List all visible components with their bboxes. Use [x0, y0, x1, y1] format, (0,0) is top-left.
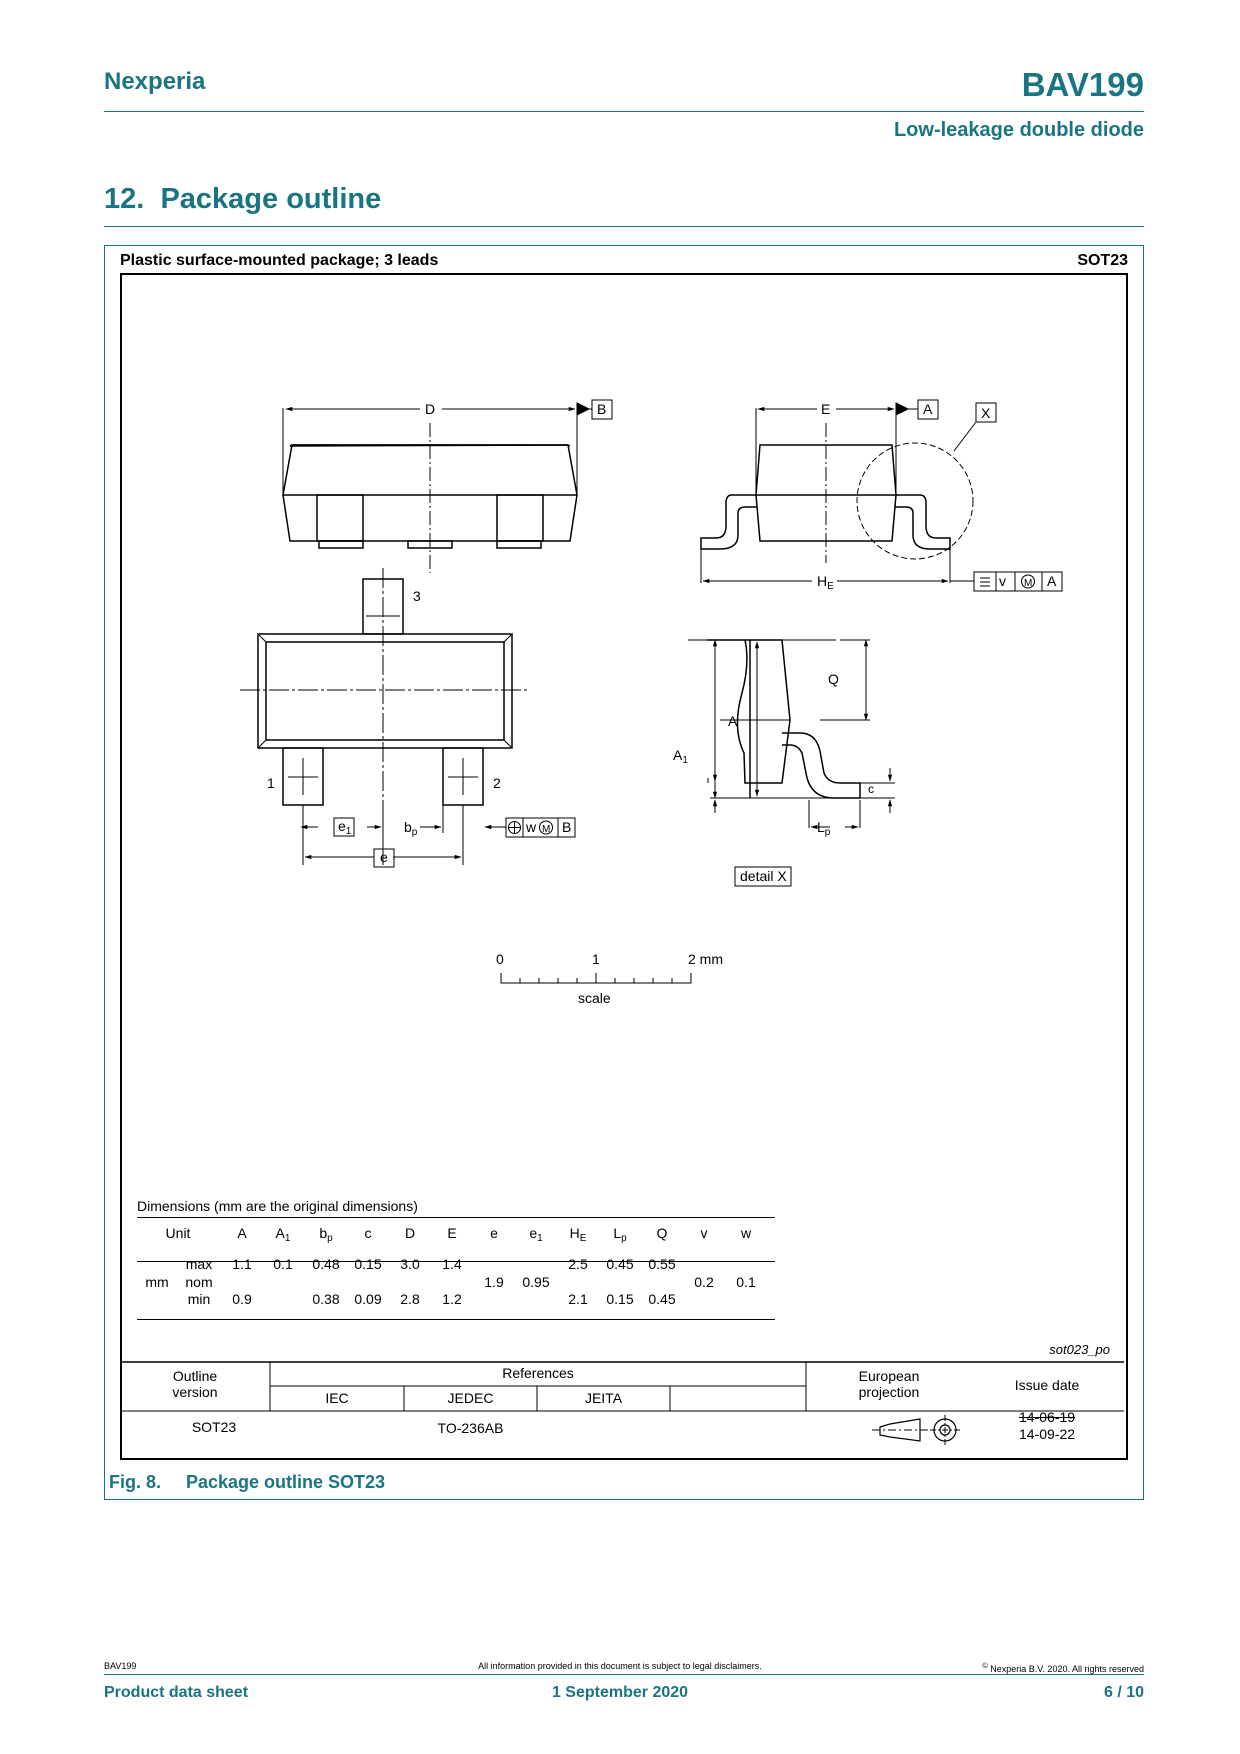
section-divider — [104, 226, 1144, 227]
col-header — [600, 1225, 640, 1244]
section-name: Package outline — [160, 183, 382, 215]
cell-nom: 0.2 — [694, 1274, 714, 1290]
outline-version-label — [150, 1368, 240, 1400]
col-header-sub: 1 — [537, 1233, 543, 1244]
label-A-tol: A — [1047, 573, 1057, 589]
label-bp-sub: p — [411, 827, 418, 838]
cell-min: 2.1 — [568, 1291, 588, 1307]
col-header-name: D — [404, 1225, 416, 1241]
label-A-dim: A — [728, 713, 738, 729]
label-e: e — [380, 849, 388, 865]
references-label: References — [502, 1365, 574, 1381]
drawing-id: sot023_po — [1049, 1342, 1110, 1357]
col-header — [726, 1225, 766, 1241]
package-description: Plastic surface-mounted package; 3 leads — [120, 252, 439, 269]
row-label-nom: nom — [185, 1274, 213, 1290]
col-header — [348, 1225, 388, 1241]
cell-max: 1.1 — [232, 1256, 252, 1272]
label-HE-sub: E — [827, 581, 834, 592]
col-header-name: e — [490, 1225, 498, 1241]
label-Lp-main: L — [817, 819, 825, 835]
label-pin3: 3 — [413, 588, 421, 604]
col-header — [474, 1225, 514, 1241]
issue-date-label: Issue date — [1014, 1377, 1080, 1393]
label-Q: Q — [828, 671, 839, 687]
cell-max: 0.55 — [648, 1256, 676, 1272]
col-header — [306, 1225, 346, 1244]
outline-label-line1: Outline — [172, 1368, 218, 1384]
col-header — [642, 1225, 682, 1241]
col-header-name: H — [569, 1225, 580, 1241]
figure-caption-number: Fig. 8. — [109, 1472, 162, 1492]
label-pin1: 1 — [267, 775, 275, 791]
side-view — [283, 400, 612, 573]
label-B: B — [597, 401, 607, 417]
label-Lp — [817, 819, 831, 838]
detail-x-view — [688, 640, 895, 886]
cell-min: 0.9 — [232, 1291, 252, 1307]
dimensions-title: Dimensions (mm are the original dimensions) — [137, 1198, 418, 1214]
footer-date: 1 September 2020 — [551, 1684, 689, 1701]
issue-date-new: 14-09-22 — [1018, 1426, 1076, 1442]
col-header-sub: p — [621, 1233, 627, 1244]
label-D: D — [425, 401, 436, 417]
cell-min: 0.38 — [312, 1291, 340, 1307]
label-E: E — [821, 401, 831, 417]
col-header-sub: 1 — [284, 1233, 291, 1244]
footer-copyright — [982, 1661, 1144, 1674]
header-divider — [104, 111, 1144, 112]
cell-max: 0.45 — [606, 1256, 634, 1272]
cell-max: 2.5 — [568, 1256, 588, 1272]
scale-label: scale — [578, 990, 611, 1006]
col-header-name: v — [700, 1225, 708, 1241]
row-label-max: max — [185, 1256, 213, 1272]
cell-min: 0.45 — [648, 1291, 676, 1307]
label-e1-sub: 1 — [345, 826, 352, 837]
cell-min: 0.09 — [354, 1291, 382, 1307]
col-header — [516, 1225, 556, 1244]
col-header-name: A — [237, 1225, 247, 1241]
figure-caption-text: Package outline SOT23 — [186, 1472, 386, 1492]
footer-divider — [104, 1674, 1144, 1675]
issue-date-old: 14-06-19 — [1018, 1409, 1076, 1425]
scale-two: 2 mm — [688, 951, 723, 967]
scale-bar — [501, 973, 691, 983]
projection-line1: European — [858, 1368, 920, 1384]
outline-version-value: SOT23 — [191, 1419, 237, 1435]
scale-zero: 0 — [496, 951, 504, 967]
label-c: c — [868, 782, 874, 796]
label-v: v — [999, 573, 1006, 589]
col-header-name: L — [613, 1225, 622, 1241]
footer-disclaimer: All information provided in this document is subject to legal disclaimers. — [478, 1661, 762, 1671]
package-code: SOT23 — [1077, 252, 1128, 269]
footer-page: 6 / 10 — [1103, 1684, 1144, 1701]
cell-min: 1.2 — [442, 1291, 462, 1307]
end-view — [701, 400, 1062, 591]
label-A1 — [673, 747, 688, 766]
label-pin2: 2 — [493, 775, 501, 791]
label-Lp-sub: p — [824, 827, 831, 838]
col-header — [684, 1225, 724, 1241]
col-header-name: w — [740, 1225, 752, 1241]
col-header-name: e — [529, 1225, 538, 1241]
label-HE — [817, 573, 834, 592]
label-A1-main: A — [673, 747, 683, 763]
col-header — [390, 1225, 430, 1241]
col-header — [263, 1225, 303, 1244]
label-bp-main: b — [404, 819, 412, 835]
unit-value: mm — [145, 1274, 169, 1290]
row-label-min: min — [187, 1291, 211, 1307]
col-header-name: b — [319, 1225, 328, 1241]
label-A1-sub: 1 — [682, 755, 688, 766]
cell-max: 0.48 — [312, 1256, 340, 1272]
col-header-sub: p — [327, 1233, 333, 1244]
col-header — [558, 1225, 598, 1244]
col-header-name: A — [275, 1225, 285, 1241]
label-M-2: M — [542, 824, 551, 835]
brand-name: Nexperia — [104, 68, 206, 95]
jedec-label: JEDEC — [447, 1390, 494, 1406]
product-id: BAV199 — [1021, 66, 1144, 103]
cell-nom: 1.9 — [484, 1274, 504, 1290]
footer-doc-type: Product data sheet — [104, 1684, 249, 1701]
label-e1-main: e — [338, 818, 346, 834]
table-rule-top — [137, 1217, 775, 1218]
label-e1 — [338, 818, 352, 837]
col-header — [222, 1225, 262, 1241]
package-outline-drawing — [120, 273, 1124, 1173]
label-A-ref: A — [923, 401, 933, 417]
cell-max: 0.1 — [273, 1256, 293, 1272]
product-subtitle: Low-leakage double diode — [893, 119, 1144, 141]
cell-nom: 0.1 — [736, 1274, 756, 1290]
col-header — [432, 1225, 472, 1241]
jedec-value: TO-236AB — [437, 1420, 504, 1436]
col-header-name: Q — [656, 1225, 668, 1241]
table-rule-bottom — [137, 1319, 775, 1320]
copyright-text: Nexperia B.V. 2020. All rights reserved — [990, 1664, 1144, 1674]
label-HE-main: H — [817, 573, 828, 589]
cell-max: 1.4 — [442, 1256, 462, 1272]
col-header-name: c — [364, 1225, 372, 1241]
label-X: X — [981, 405, 991, 421]
label-detail-x: detail X — [740, 868, 787, 884]
cell-max: 3.0 — [400, 1256, 420, 1272]
cell-nom: 0.95 — [522, 1274, 550, 1290]
col-header-sub: E — [579, 1233, 587, 1244]
unit-header: Unit — [165, 1225, 191, 1241]
cell-max: 0.15 — [354, 1256, 382, 1272]
jeita-label: JEITA — [584, 1390, 623, 1406]
footer-doc-id: BAV199 — [104, 1661, 137, 1671]
cell-min: 0.15 — [606, 1291, 634, 1307]
label-bp — [404, 819, 418, 838]
section-title — [104, 183, 381, 216]
iec-label: IEC — [325, 1390, 349, 1406]
projection-label — [806, 1368, 972, 1400]
copyright-mark: © — [982, 1661, 988, 1670]
col-header-name: E — [447, 1225, 457, 1241]
label-M-1: M — [1024, 578, 1033, 589]
scale-one: 1 — [592, 951, 600, 967]
section-number: 12. — [104, 183, 145, 215]
cell-min: 2.8 — [400, 1291, 420, 1307]
label-w: w — [526, 819, 537, 835]
projection-line2: projection — [858, 1384, 920, 1400]
outline-label-line2: version — [172, 1384, 218, 1400]
label-B-tol: B — [562, 819, 572, 835]
